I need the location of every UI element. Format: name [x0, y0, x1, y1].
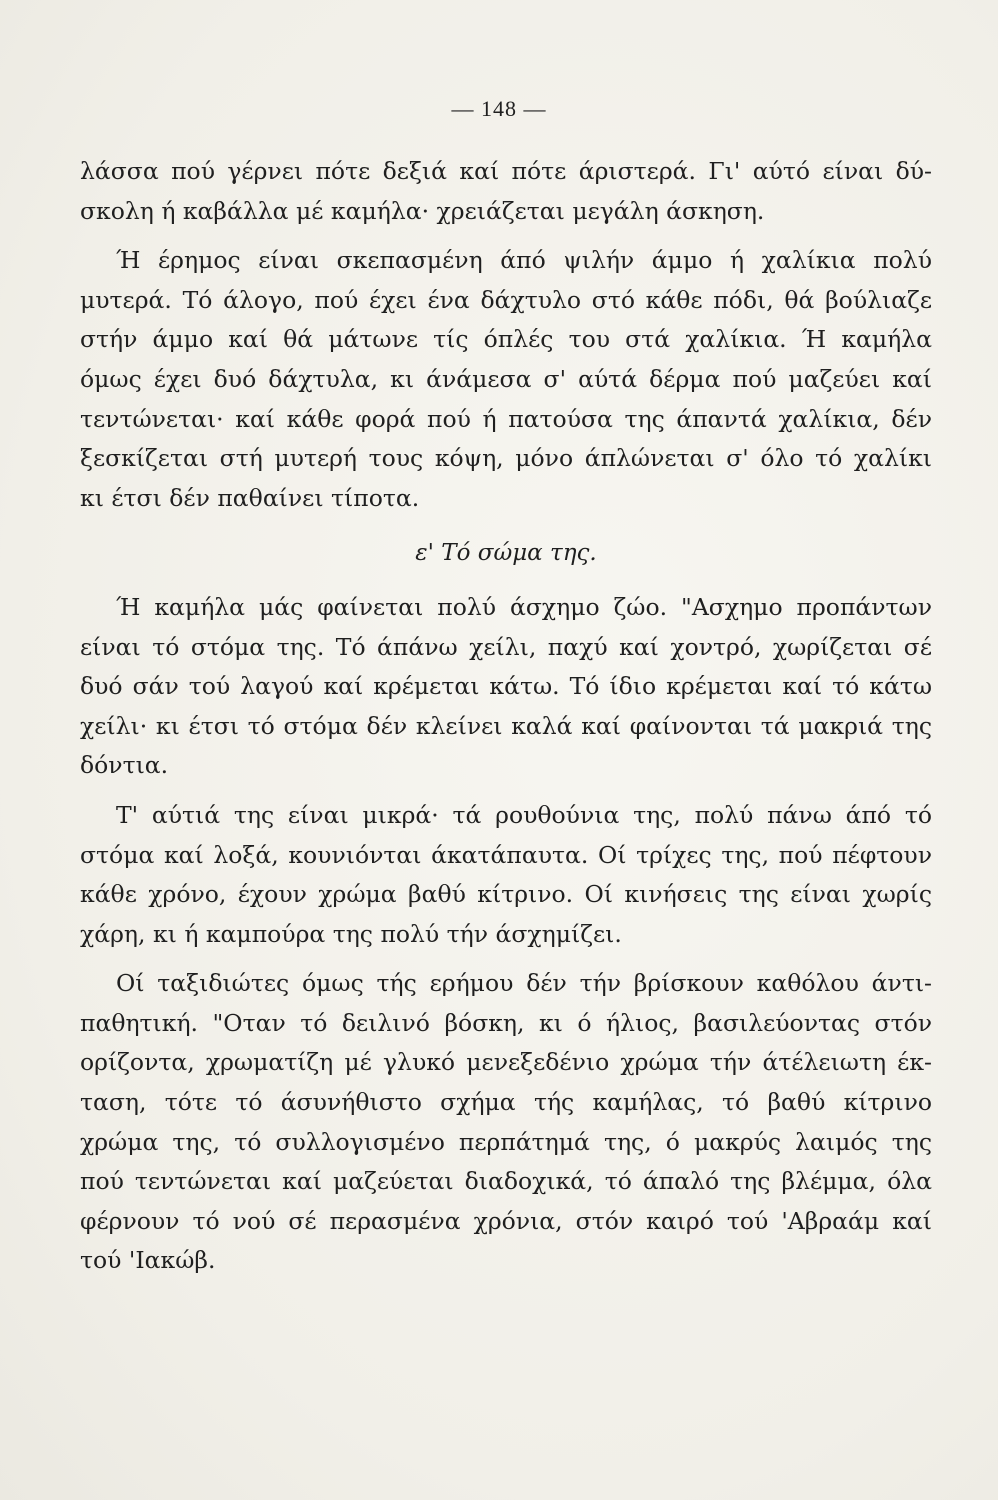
text-line: Ή καμήλα μάς φαίνεται πολύ άσχημο ζώο. "Ασχημο προπάντων	[116, 592, 932, 621]
text-line: τεντώνεται· καί κάθε φορά πού ή πατούσα της άπαντά χαλίκια, δέν	[80, 404, 932, 433]
text-line: κάθε χρόνο, έχουν χρώμα βαθύ κίτρινο. Οί κινήσεις της είναι χωρίς	[80, 880, 932, 909]
page-number: — 148 —	[451, 96, 547, 121]
text-line: Τ' αύτιά της είναι μικρά· τά ρουθούνια της, πολύ πάνω άπό τό	[116, 800, 932, 829]
text-line: δυό σάν τού λαγού καί κρέμεται κάτω. Τό ίδιο κρέμεται καί τό κάτω	[80, 672, 932, 701]
text-line: ξεσκίζεται στή μυτερή τους κόψη, μόνο άπλώνεται σ' όλο τό χαλίκι	[80, 444, 932, 473]
paragraph	[80, 152, 932, 231]
text-line: είναι τό στόμα της. Τό άπάνω χείλι, παχύ καί χοντρό, χωρίζεται σέ	[80, 632, 932, 661]
text-line: στόμα καί λοξά, κουνιόνται άκατάπαυτα. Οί τρίχες της, πού πέφτουν	[80, 840, 932, 869]
text-line: λάσσα πού γέρνει πότε δεξιά καί πότε άριστερά. Γι' αύτό είναι δύ-	[80, 157, 932, 185]
paragraph	[80, 241, 932, 518]
text-line: κι έτσι δέν παθαίνει τίποτα.	[80, 483, 420, 512]
text-line: χρώμα της, τό συλλογισμένο περπάτημά της, ό μακρύς λαιμός της	[80, 1127, 932, 1156]
text-line: στήν άμμο καί θά μάτωνε τίς όπλές του στά χαλίκια. Ή καμήλα	[80, 325, 932, 354]
text-line: πού τεντώνεται καί μαζεύεται διαδοχικά, τό άπαλό της βλέμμα, όλα	[80, 1167, 932, 1196]
text-line: ταση, τότε τό άσυνήθιστο σχήμα τής καμήλας, τό βαθύ κίτρινο	[80, 1088, 932, 1117]
text-line: Ή έρημος είναι σκεπασμένη άπό ψιλήν άμμο ή χαλίκια πολύ	[116, 246, 932, 275]
text-line: τού 'Ιακώβ.	[80, 1246, 216, 1275]
text-line: δόντια.	[80, 751, 169, 780]
text-line: Οί ταξιδιώτες όμως τής ερήμου δέν τήν βρίσκουν καθόλου άντι-	[116, 969, 932, 998]
text-line: όμως έχει δυό δάχτυλα, κι άνάμεσα σ' αύτά δέρμα πού μαζεύει καί	[80, 364, 932, 393]
paragraph	[80, 796, 932, 954]
text-line: χάρη, κι ή καμπούρα της πολύ τήν άσχημίζει.	[80, 919, 622, 948]
text-line: φέρνουν τό νού σέ περασμένα χρόνια, στόν καιρό τού 'Αβραάμ καί	[80, 1206, 932, 1235]
text-line: παθητική. "Οταν τό δειλινό βόσκη, κι ό ήλιος, βασιλεύοντας στόν	[80, 1008, 932, 1037]
body-text	[80, 152, 932, 1281]
text-line: μυτερά. Τό άλογο, πού έχει ένα δάχτυλο στό κάθε πόδι, θά βούλιαζε	[80, 285, 932, 314]
text-line: ορίζοντα, χρωματίζη μέ γλυκό μενεξεδένιο χρώμα τήν άτέλειωτη έκ-	[80, 1048, 932, 1077]
section-heading: ε' Τό σώμα της.	[415, 540, 597, 567]
text-line: σκολη ή καβάλλα μέ καμήλα· χρειάζεται μεγάλη άσκηση.	[80, 196, 765, 225]
paragraph	[80, 588, 932, 786]
text-line: χείλι· κι έτσι τό στόμα δέν κλείνει καλά καί φαίνονται τά μακριά της	[80, 711, 932, 740]
paragraph	[80, 964, 932, 1281]
